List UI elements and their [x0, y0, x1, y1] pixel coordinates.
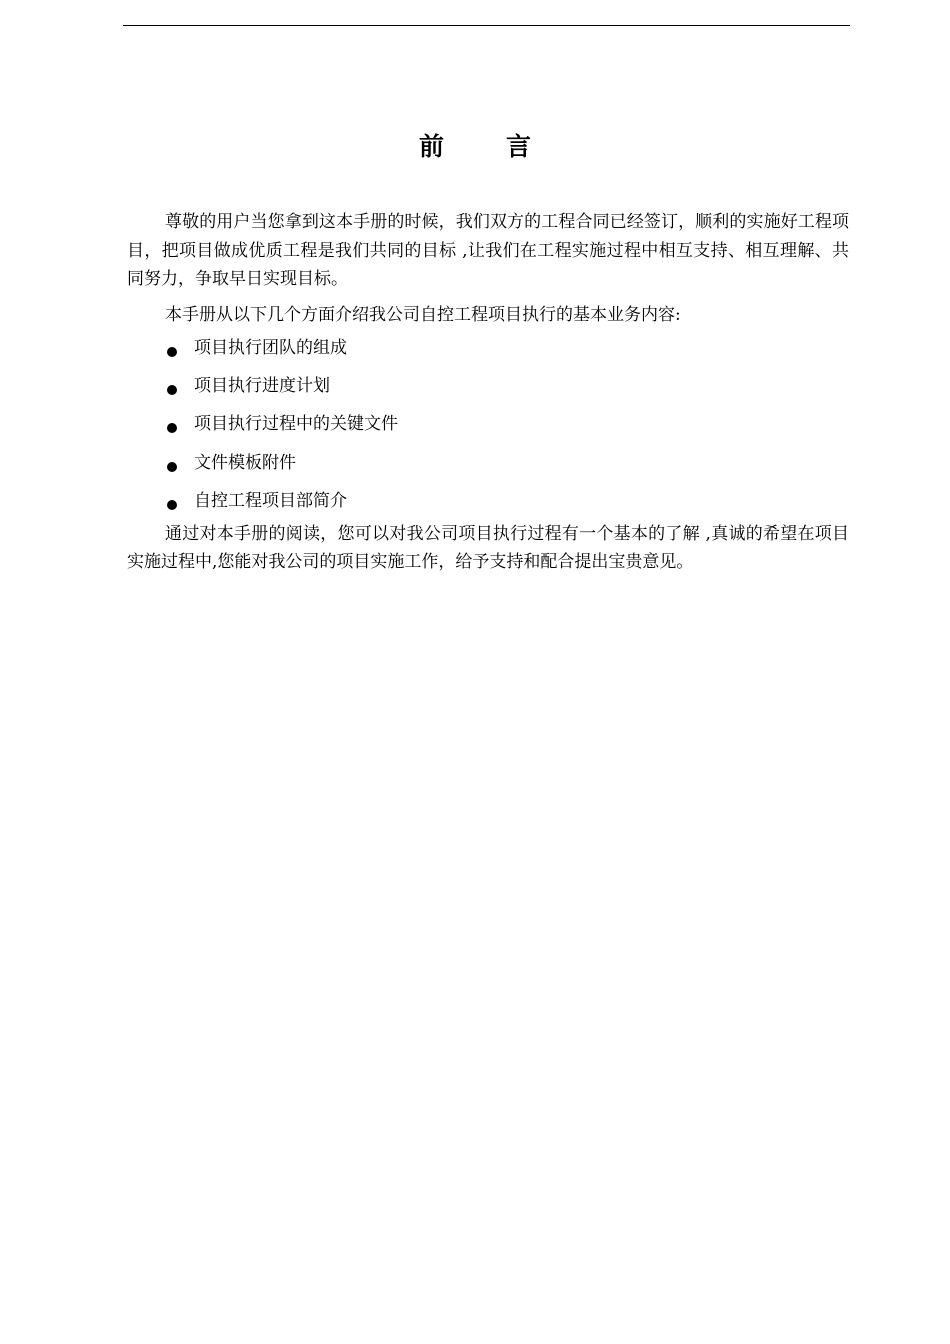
list-item-label: 项目执行团队的组成: [194, 338, 347, 358]
list-item: [127, 372, 849, 410]
list-item: [127, 410, 849, 448]
intro-paragraph: 尊敬的用户当您拿到这本手册的时候，我们双方的工程合同已经签订，顺利的实施好工程项目，把项目做成优质工程是我们共同的目标 ,让我们在工程实施过程中相互支持、相互理解、共同努力，争取早日实现目标。: [127, 212, 849, 289]
closing-paragraph: 通过对本手册的阅读，您可以对我公司项目执行过程有一个基本的了解 ,真诚的希望在项目实施过程中,您能对我公司的项目实施工作，给予支持和配合提出宝贵意见。: [127, 523, 849, 573]
list-item-label: 文件模板附件: [194, 452, 296, 473]
title-char-1: 前: [418, 132, 444, 161]
bullet-icon: [167, 500, 177, 510]
list-item-label: 项目执行过程中的关键文件: [194, 414, 398, 435]
bullet-icon: [167, 385, 177, 395]
list-item: [127, 487, 849, 525]
topic-list: [127, 334, 849, 525]
overview-paragraph: 本手册从以下几个方面介绍我公司自控工程项目执行的基本业务内容:: [165, 304, 681, 325]
bullet-icon: [167, 423, 177, 433]
bullet-icon: [167, 462, 177, 472]
bullet-icon: [167, 347, 177, 357]
list-item-label: 项目执行进度计划: [194, 376, 330, 397]
title-char-2: 言: [506, 132, 532, 161]
document-body: [127, 208, 849, 577]
list-item-label: 自控工程项目部简介: [194, 490, 347, 511]
list-item: [127, 334, 849, 372]
list-item: [127, 449, 849, 487]
header-rule: [123, 25, 850, 26]
page-title: [0, 128, 950, 166]
